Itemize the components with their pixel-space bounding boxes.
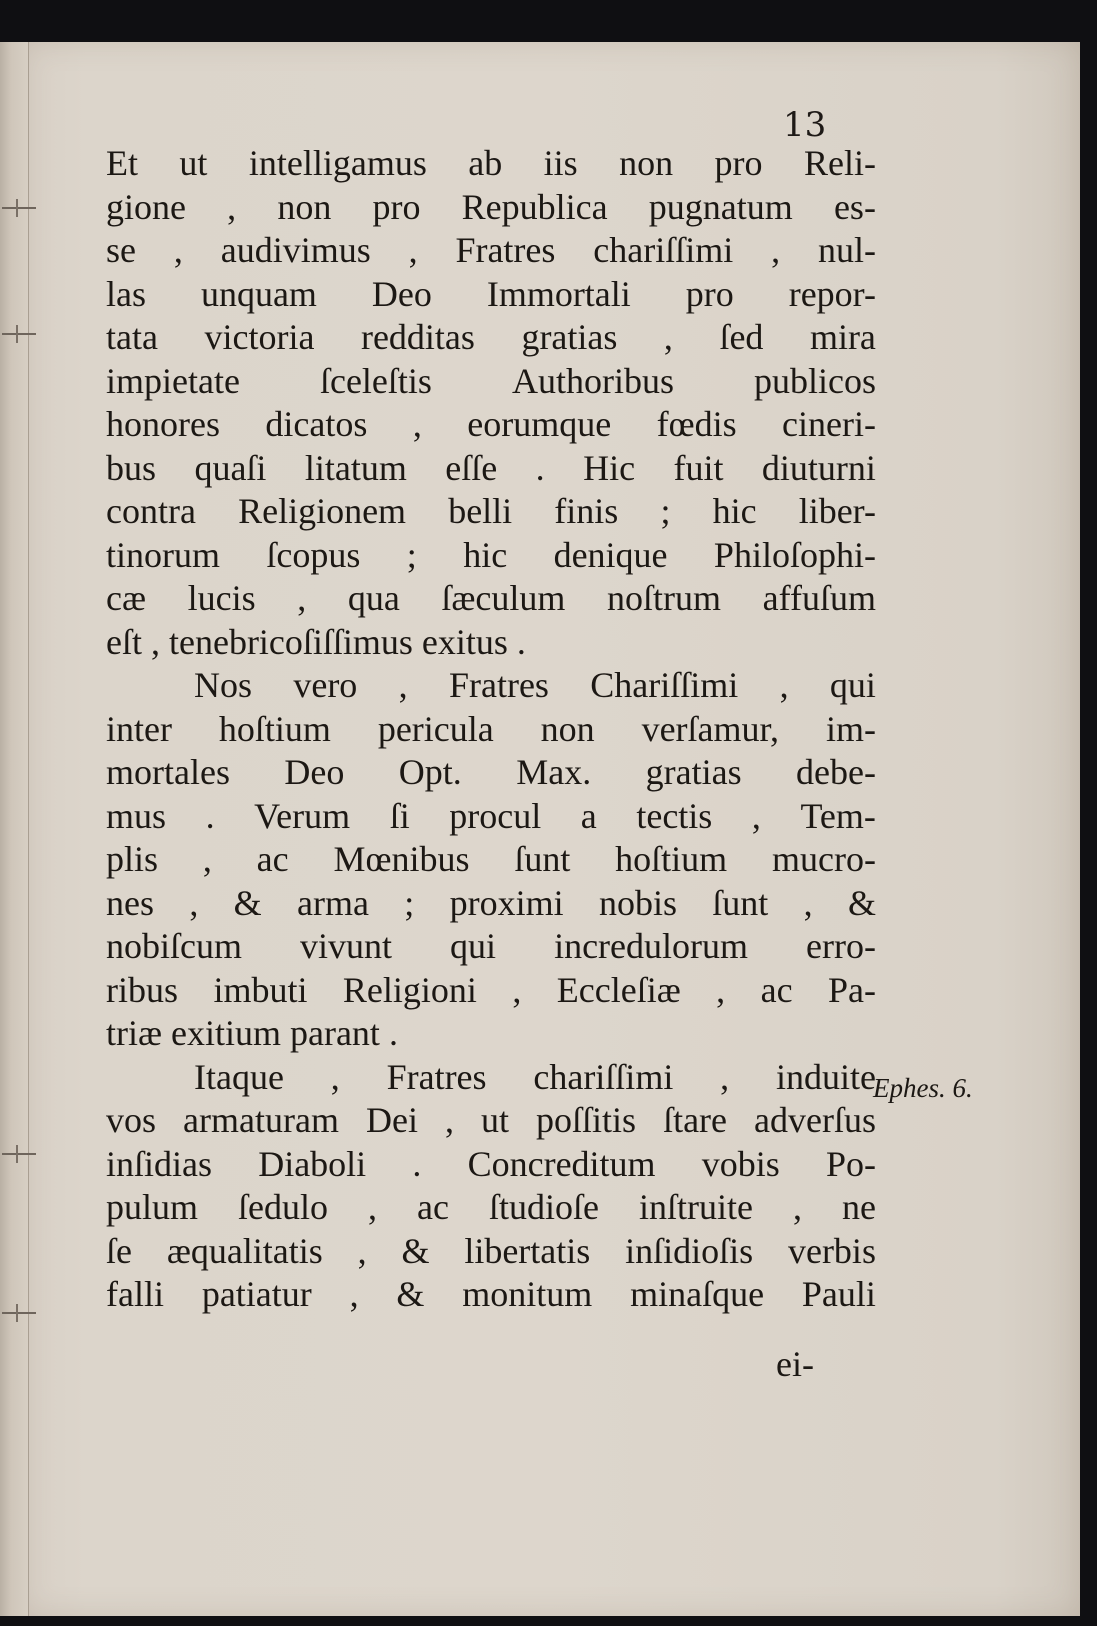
text-line: eſt , tenebricoſiſſimus exitus . [106,621,526,662]
text-line: impietate ſceleſtis Authoribus publicos [106,360,876,401]
text-line: ſe æqualitatis , & libertatis inſidioſis verbis [106,1230,876,1271]
text-line: bus quaſi litatum eſſe . Hic fuit diuturni [106,447,876,488]
text-line: pulum ſedulo , ac ſtudioſe inſtruite , ne [106,1187,876,1227]
text-line: triæ exitium parant . [106,1013,398,1053]
body-text [106,142,876,1317]
binding-gutter [0,42,29,1616]
binding-stitch [2,1153,36,1155]
text-line: Nos vero , Fratres Chariſſimi , qui [194,665,876,705]
text-line: gione , non pro Republica pugnatum es- [106,186,876,227]
page-number: 13 [783,105,827,145]
text-line: cæ lucis , qua ſæculum noſtrum affuſum [106,578,876,618]
binding-stitch [2,207,36,209]
text-line: inſidias Diaboli . Concreditum vobis Po- [106,1143,876,1184]
text-line: inter hoſtium pericula non verſamur, im- [106,708,876,749]
text-line: contra Religionem belli finis ; hic liber- [106,491,876,531]
binding-stitch [2,333,36,335]
catchword: ei- [776,1344,814,1384]
text-line: las unquam Deo Immortali pro repor- [106,273,876,314]
binding-stitch [2,1312,36,1314]
text-line: mortales Deo Opt. Max. gratias debe- [106,752,876,792]
text-line: nobiſcum vivunt qui incredulorum erro- [106,926,876,966]
text-line: tinorum ſcopus ; hic denique Philoſophi- [106,534,876,575]
text-line: honores dicatos , eorumque fœdis cineri- [106,404,876,444]
marginal-reference: Ephes. 6. [873,1073,973,1103]
text-line: Et ut intelligamus ab iis non pro Reli- [106,143,876,183]
text-line: ribus imbuti Religioni , Eccleſiæ , ac Pa- [106,969,876,1010]
text-line: Itaque , Fratres chariſſimi , induite [194,1056,876,1097]
text-line: tata victoria redditas gratias , ſed mira [106,317,876,357]
text-line: mus . Verum ſi procul a tectis , Tem- [106,795,876,836]
text-line-italic: vos armaturam Dei , ut poſſitis ſtare adverſus [106,1100,876,1140]
text-line: falli patiatur , & monitum minaſque Pauli [106,1274,876,1314]
text-line: nes , & arma ; proximi nobis ſunt , & [106,882,876,923]
text-line: se , audivimus , Fratres chariſſimi , nul- [106,230,876,270]
text-line: plis , ac Mœnibus ſunt hoſtium mucro- [106,839,876,879]
